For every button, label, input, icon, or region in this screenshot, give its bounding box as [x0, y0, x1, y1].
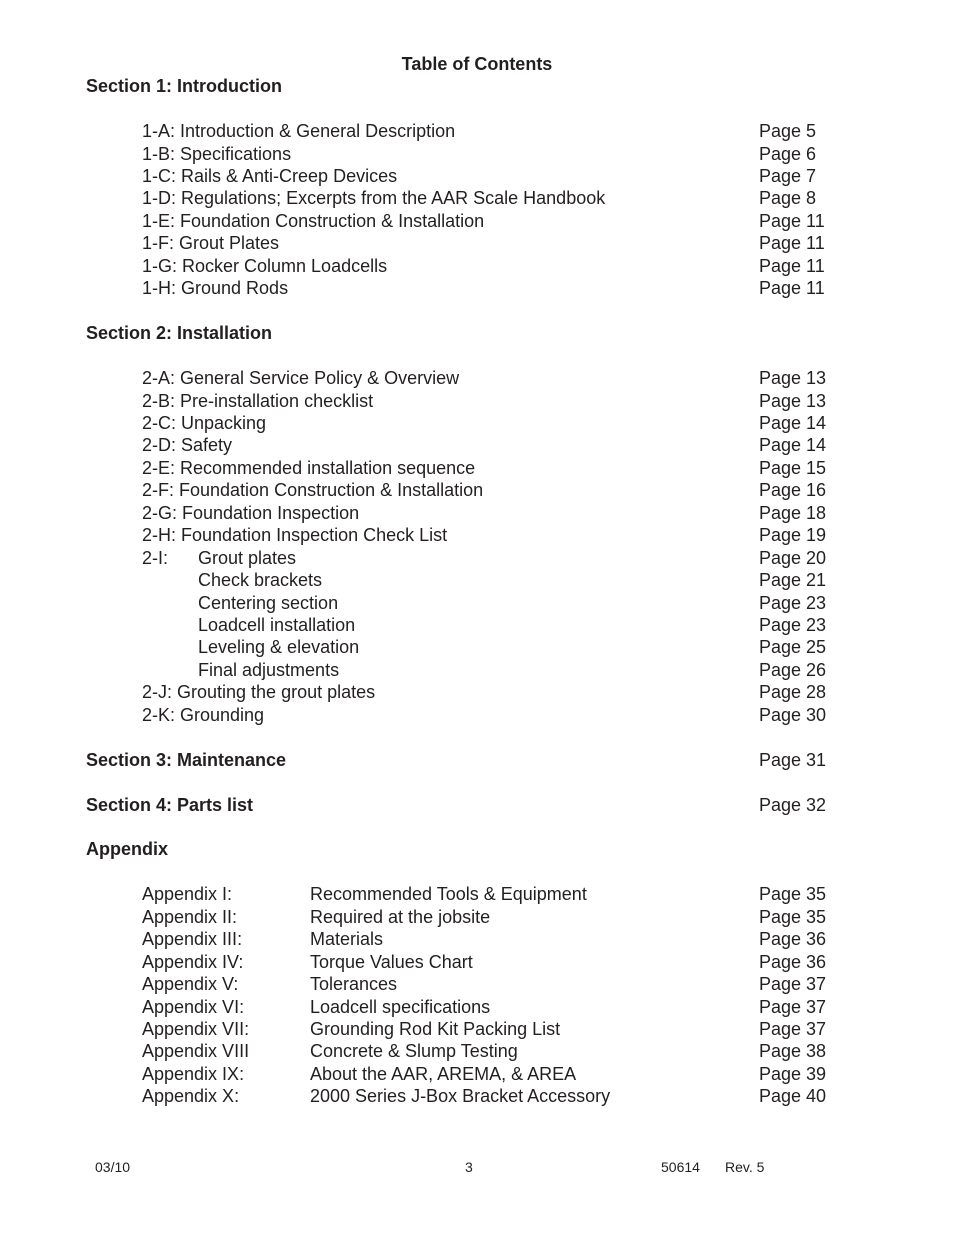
- toc-entry-label: 2-J: Grouting the grout plates: [142, 682, 376, 702]
- toc-entry[interactable]: [0, 413, 954, 435]
- toc-entry-page: Page 8: [759, 188, 817, 208]
- toc-entry-page: Page 7: [759, 166, 817, 186]
- appendix-entry[interactable]: [0, 884, 954, 906]
- section-4-page: Page 32: [759, 795, 827, 815]
- toc-entry[interactable]: [0, 233, 954, 255]
- appendix-heading: Appendix: [86, 839, 169, 859]
- toc-entry-page: Page 11: [759, 278, 825, 298]
- appendix-entry[interactable]: [0, 997, 954, 1019]
- appendix-label: Appendix II:: [142, 907, 238, 927]
- footer-doc-number: 50614: [661, 1159, 700, 1175]
- footer-page-number: 3: [465, 1159, 473, 1175]
- appendix-label: Appendix V:: [142, 974, 239, 994]
- appendix-title: Loadcell specifications: [310, 997, 491, 1017]
- toc-entry[interactable]: [0, 682, 954, 704]
- toc-entry[interactable]: [0, 503, 954, 525]
- appendix-title: Grounding Rod Kit Packing List: [310, 1019, 561, 1039]
- toc-entry-label: 1-G: Rocker Column Loadcells: [142, 256, 388, 276]
- toc-subentry-text: Centering section: [198, 593, 339, 613]
- section-1-heading: Section 1: Introduction: [86, 76, 282, 96]
- toc-entry[interactable]: [0, 144, 954, 166]
- toc-entry[interactable]: [0, 548, 954, 570]
- appendix-entry[interactable]: [0, 1064, 954, 1086]
- appendix-page: Page 37: [759, 1019, 827, 1039]
- toc-subentry[interactable]: [0, 570, 954, 592]
- appendix-page: Page 35: [759, 907, 827, 927]
- toc-entry[interactable]: [0, 458, 954, 480]
- toc-entry-page: Page 25: [759, 637, 827, 657]
- toc-entry-label: 2-E: Recommended installation sequence: [142, 458, 476, 478]
- appendix-entry[interactable]: [0, 1086, 954, 1108]
- toc-entry-page: Page 20: [759, 548, 827, 568]
- toc-subentry-text: Final adjustments: [198, 660, 340, 680]
- toc-subentry-text: Grout plates: [198, 548, 297, 568]
- appendix-page: Page 36: [759, 929, 827, 949]
- toc-entry-label: 2-K: Grounding: [142, 705, 265, 725]
- appendix-label: Appendix VI:: [142, 997, 245, 1017]
- toc-entry[interactable]: [0, 525, 954, 547]
- toc-entry-label: 1-A: Introduction & General Description: [142, 121, 456, 141]
- toc-entry[interactable]: [0, 278, 954, 300]
- page-title: Table of Contents: [401, 54, 553, 74]
- toc-entry-label: 2-D: Safety: [142, 435, 233, 455]
- toc-entry-page: Page 11: [759, 233, 825, 253]
- toc-entry-page: Page 23: [759, 615, 827, 635]
- toc-entry-label: 2-I:: [142, 548, 169, 568]
- appendix-page: Page 37: [759, 974, 827, 994]
- appendix-page: Page 39: [759, 1064, 827, 1084]
- footer-date: 03/10: [95, 1159, 131, 1175]
- appendix-label: Appendix I:: [142, 884, 233, 904]
- appendix-page: Page 38: [759, 1041, 827, 1061]
- appendix-entry[interactable]: [0, 1019, 954, 1041]
- toc-entry[interactable]: [0, 368, 954, 390]
- toc-entry-label: 1-B: Specifications: [142, 144, 292, 164]
- toc-entry[interactable]: [0, 188, 954, 210]
- appendix-entry[interactable]: [0, 929, 954, 951]
- appendix-title: About the AAR, AREMA, & AREA: [310, 1064, 577, 1084]
- appendix-title: Tolerances: [310, 974, 398, 994]
- appendix-title: Required at the jobsite: [310, 907, 491, 927]
- toc-entry-page: Page 28: [759, 682, 827, 702]
- appendix-title: Torque Values Chart: [310, 952, 473, 972]
- toc-entry-label: 2-F: Foundation Construction & Installation: [142, 480, 484, 500]
- appendix-label: Appendix IX:: [142, 1064, 245, 1084]
- appendix-label: Appendix VIII: [142, 1041, 250, 1061]
- toc-entry[interactable]: [0, 391, 954, 413]
- toc-entry-page: Page 14: [759, 435, 827, 455]
- toc-entry-page: Page 14: [759, 413, 827, 433]
- appendix-page: Page 35: [759, 884, 827, 904]
- toc-entry-page: Page 13: [759, 391, 827, 411]
- toc-entry-label: 2-C: Unpacking: [142, 413, 267, 433]
- toc-entry-page: Page 18: [759, 503, 827, 523]
- toc-entry-page: Page 6: [759, 144, 817, 164]
- footer-revision: Rev. 5: [725, 1159, 765, 1175]
- toc-entry-page: Page 19: [759, 525, 827, 545]
- toc-entry-page: Page 26: [759, 660, 827, 680]
- toc-entry-page: Page 21: [759, 570, 827, 590]
- toc-entry[interactable]: [0, 121, 954, 143]
- appendix-title: Concrete & Slump Testing: [310, 1041, 518, 1061]
- toc-entry[interactable]: [0, 166, 954, 188]
- appendix-entry[interactable]: [0, 974, 954, 996]
- toc-entry[interactable]: [0, 705, 954, 727]
- toc-entry[interactable]: [0, 211, 954, 233]
- toc-subentry[interactable]: [0, 615, 954, 637]
- toc-subentry-text: Loadcell installation: [198, 615, 356, 635]
- toc-entry[interactable]: [0, 480, 954, 502]
- toc-entry-label: 2-A: General Service Policy & Overview: [142, 368, 460, 388]
- toc-entry-page: Page 16: [759, 480, 827, 500]
- toc-entry-page: Page 15: [759, 458, 827, 478]
- toc-entry-label: 1-E: Foundation Construction & Installation: [142, 211, 485, 231]
- appendix-entry[interactable]: [0, 1041, 954, 1063]
- section-4-heading: Section 4: Parts list: [86, 795, 254, 815]
- toc-entry[interactable]: [0, 256, 954, 278]
- toc-entry[interactable]: [0, 435, 954, 457]
- toc-entry-label: 1-D: Regulations; Excerpts from the AAR Scale Handbook: [142, 188, 606, 208]
- toc-entry-page: Page 11: [759, 256, 825, 276]
- appendix-page: Page 36: [759, 952, 827, 972]
- appendix-title: Recommended Tools & Equipment: [310, 884, 587, 904]
- toc-subentry[interactable]: [0, 660, 954, 682]
- toc-entry-label: 2-G: Foundation Inspection: [142, 503, 360, 523]
- toc-entry-page: Page 30: [759, 705, 827, 725]
- appendix-title: Materials: [310, 929, 384, 949]
- toc-subentry[interactable]: [0, 637, 954, 659]
- appendix-title: 2000 Series J-Box Bracket Accessory: [310, 1086, 611, 1106]
- appendix-label: Appendix VII:: [142, 1019, 250, 1039]
- toc-subentry-text: Leveling & elevation: [198, 637, 360, 657]
- toc-entry-page: Page 11: [759, 211, 825, 231]
- appendix-label: Appendix III:: [142, 929, 243, 949]
- section-2-heading: Section 2: Installation: [86, 323, 273, 343]
- toc-entry-page: Page 23: [759, 593, 827, 613]
- toc-entry-label: 1-F: Grout Plates: [142, 233, 280, 253]
- appendix-entry[interactable]: [0, 952, 954, 974]
- toc-entry-page: Page 5: [759, 121, 817, 141]
- toc-entry-label: 2-B: Pre-installation checklist: [142, 391, 374, 411]
- toc-subentry[interactable]: [0, 593, 954, 615]
- appendix-label: Appendix IV:: [142, 952, 244, 972]
- appendix-page: Page 40: [759, 1086, 827, 1106]
- toc-entry-label: 1-H: Ground Rods: [142, 278, 289, 298]
- appendix-label: Appendix X:: [142, 1086, 240, 1106]
- appendix-entry[interactable]: [0, 907, 954, 929]
- section-3-page: Page 31: [759, 750, 827, 770]
- toc-subentry-text: Check brackets: [198, 570, 323, 590]
- toc-entry-label: 1-C: Rails & Anti-Creep Devices: [142, 166, 398, 186]
- appendix-page: Page 37: [759, 997, 827, 1017]
- section-3-heading: Section 3: Maintenance: [86, 750, 287, 770]
- toc-entry-label: 2-H: Foundation Inspection Check List: [142, 525, 448, 545]
- toc-entry-page: Page 13: [759, 368, 827, 388]
